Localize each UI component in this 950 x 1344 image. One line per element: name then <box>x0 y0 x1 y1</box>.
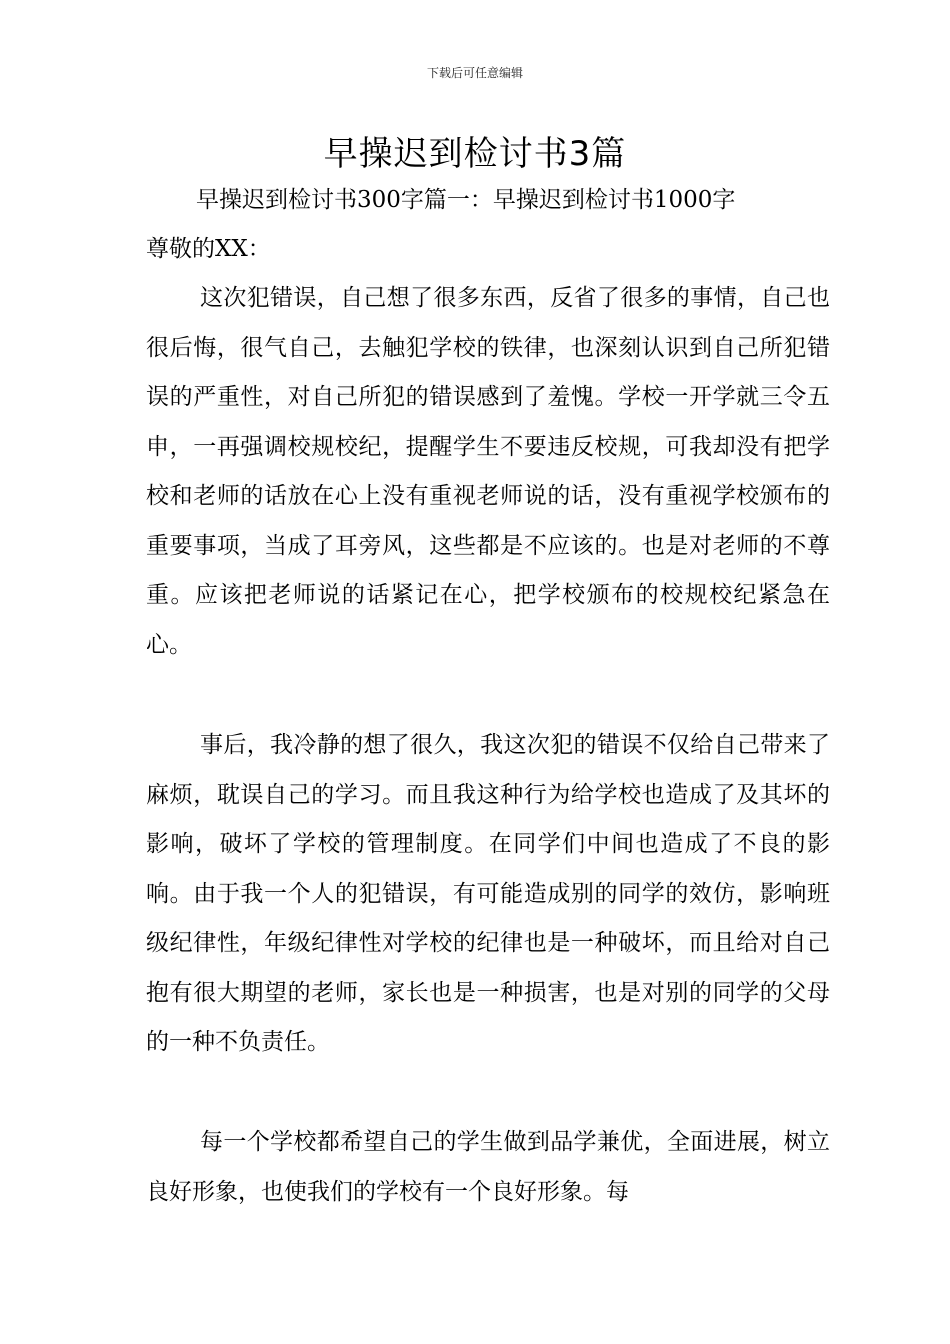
document-title: 早操迟到检讨书3篇 <box>323 134 627 174</box>
paragraph-3-wrapper <box>146 1118 830 1217</box>
paragraph-1: 这次犯错误，自己想了很多东西，反省了很多的事情，自己也很后悔，很气自己，去触犯学校的铁律，也深刻认识到自己所犯错误的严重性，对自己所犯的错误感到了羞愧。学校一开学就三令五申，一再强调校规校纪，提醒学生不要违反校规，可我却没有把学校和老师的话放在心上没有重视老师说的话，没有重视学校颁布的重要事项，当成了耳旁风，这些都是不应该的。也是对老师的不尊重。应该把老师说的话紧记在心，把学校颁布的校规校纪紧急在心。 <box>146 285 830 658</box>
paragraph-1-wrapper <box>146 274 830 670</box>
paragraph-2-wrapper <box>146 721 830 1068</box>
greeting: 尊敬的XX： <box>146 236 271 262</box>
header-note: 下载后可任意编辑 <box>426 66 523 80</box>
paragraph-3: 每一个学校都希望自己的学生做到品学兼优，全面进展，树立良好形象，也使我们的学校有一个良好形象。每 <box>146 1129 830 1205</box>
subtitle-line: 早操迟到检讨书300字篇一：早操迟到检讨书1000字 <box>196 187 736 213</box>
paragraph-2: 事后，我冷静的想了很久，我这次犯的错误不仅给自己带来了麻烦，耽误自己的学习。而且我这种行为给学校也造成了及其坏的影响，破坏了学校的管理制度。在同学们中间也造成了不良的影响。由于我一个人的犯错误，有可能造成别的同学的效仿，影响班级纪律性，年级纪律性对学校的纪律也是一种破坏，而且给对自己抱有很大期望的老师，家长也是一种损害，也是对别的同学的父母的一种不负责任。 <box>146 732 830 1055</box>
